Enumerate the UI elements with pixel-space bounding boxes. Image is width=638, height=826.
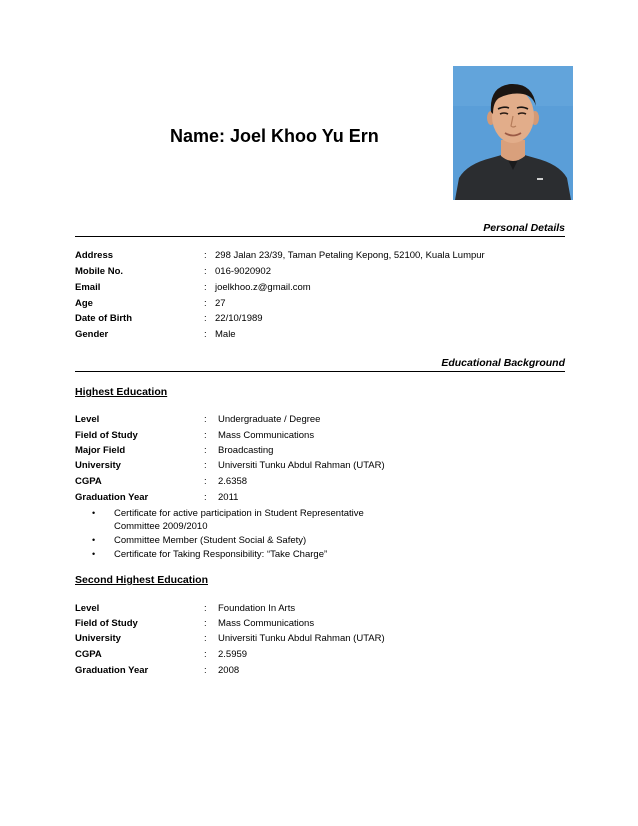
- field-colon: :: [204, 414, 207, 425]
- cgpa-row: [75, 648, 575, 662]
- achievements-list: [90, 507, 390, 562]
- page-title: Name: Joel Khoo Yu Ern: [170, 126, 379, 146]
- date-of-birth-row: [75, 312, 575, 326]
- field-label: Graduation Year: [75, 492, 149, 503]
- field-label: Field of Study: [75, 618, 138, 629]
- list-item: [90, 548, 390, 561]
- field-label: Email: [75, 282, 101, 293]
- cgpa-row: [75, 475, 575, 489]
- level-row: [75, 413, 575, 427]
- major-field-row: [75, 444, 575, 458]
- profile-photo: [453, 66, 573, 200]
- bullet-icon: •: [92, 535, 96, 545]
- field-label: CGPA: [75, 476, 102, 487]
- field-colon: :: [204, 445, 207, 456]
- list-item-text: Certificate for Taking Responsibility: “Take Charge”: [114, 549, 328, 560]
- field-value: joelkhoo.z@gmail.com: [215, 282, 311, 293]
- field-colon: :: [204, 603, 207, 614]
- bullet-icon: •: [92, 549, 96, 559]
- field-colon: :: [204, 313, 207, 324]
- field-value: 2.6358: [218, 476, 248, 487]
- list-item-text: Committee Member (Student Social & Safety): [114, 535, 307, 546]
- field-value: Foundation In Arts: [218, 603, 296, 614]
- field-label: Level: [75, 414, 100, 425]
- field-value: 2011: [218, 492, 239, 503]
- university-row: [75, 632, 575, 646]
- field-label: University: [75, 460, 121, 471]
- field-of-study-row: [75, 617, 575, 631]
- field-label: Level: [75, 603, 100, 614]
- field-label: University: [75, 633, 121, 644]
- field-value: Undergraduate / Degree: [218, 414, 321, 425]
- level-row: [75, 602, 575, 616]
- educational-background-heading: Educational Background: [441, 357, 565, 369]
- field-label: Major Field: [75, 445, 126, 456]
- field-colon: :: [204, 266, 207, 277]
- field-label: Mobile No.: [75, 266, 124, 277]
- field-colon: :: [204, 250, 207, 261]
- field-label: Address: [75, 250, 114, 261]
- bullet-icon: •: [92, 508, 96, 518]
- field-colon: :: [204, 633, 207, 644]
- person-portrait-icon: [453, 66, 573, 200]
- field-value: 016-9020902: [215, 266, 271, 277]
- field-value: Mass Communications: [218, 618, 315, 629]
- field-value: 298 Jalan 23/39, Taman Petaling Kepong, 52100, Kuala Lumpur: [215, 250, 485, 261]
- field-value: 2008: [218, 665, 240, 676]
- field-label: Field of Study: [75, 430, 138, 441]
- field-value: Mass Communications: [218, 430, 315, 441]
- field-colon: :: [204, 618, 207, 629]
- field-value: 22/10/1989: [215, 313, 263, 324]
- graduation-year-row: [75, 664, 575, 678]
- list-item: [90, 507, 390, 533]
- field-colon: :: [204, 329, 207, 340]
- field-colon: :: [204, 492, 207, 503]
- field-label: Gender: [75, 329, 109, 340]
- field-value: Broadcasting: [218, 445, 274, 456]
- field-value: Universiti Tunku Abdul Rahman (UTAR): [218, 460, 385, 471]
- section-divider: [75, 371, 565, 372]
- list-item: [90, 534, 390, 547]
- field-label: Graduation Year: [75, 665, 149, 676]
- field-colon: :: [204, 430, 207, 441]
- gender-row: [75, 328, 575, 342]
- field-colon: :: [204, 665, 207, 676]
- section-divider: [75, 236, 565, 237]
- field-colon: :: [204, 476, 207, 487]
- field-of-study-row: [75, 429, 575, 443]
- second-highest-education-title: Second Highest Education: [75, 574, 209, 586]
- mobile-row: [75, 265, 575, 279]
- field-label: CGPA: [75, 649, 102, 660]
- field-value: Male: [215, 329, 236, 340]
- age-row: [75, 297, 575, 311]
- field-label: Age: [75, 298, 93, 309]
- field-label: Date of Birth: [75, 313, 132, 324]
- highest-education-title: Highest Education: [75, 386, 168, 398]
- field-colon: :: [204, 649, 207, 660]
- graduation-year-row: [75, 491, 575, 505]
- field-value: Universiti Tunku Abdul Rahman (UTAR): [218, 633, 385, 644]
- field-colon: :: [204, 282, 207, 293]
- field-value: 27: [215, 298, 226, 309]
- address-row: [75, 249, 575, 263]
- university-row: [75, 459, 575, 473]
- field-value: 2.5959: [218, 649, 248, 660]
- personal-details-heading: Personal Details: [483, 222, 565, 234]
- email-row: [75, 281, 575, 295]
- field-colon: :: [204, 298, 207, 309]
- field-colon: :: [204, 460, 207, 471]
- list-item-text: Certificate for active participation in Student Representative Committee 2009/2010: [114, 508, 364, 532]
